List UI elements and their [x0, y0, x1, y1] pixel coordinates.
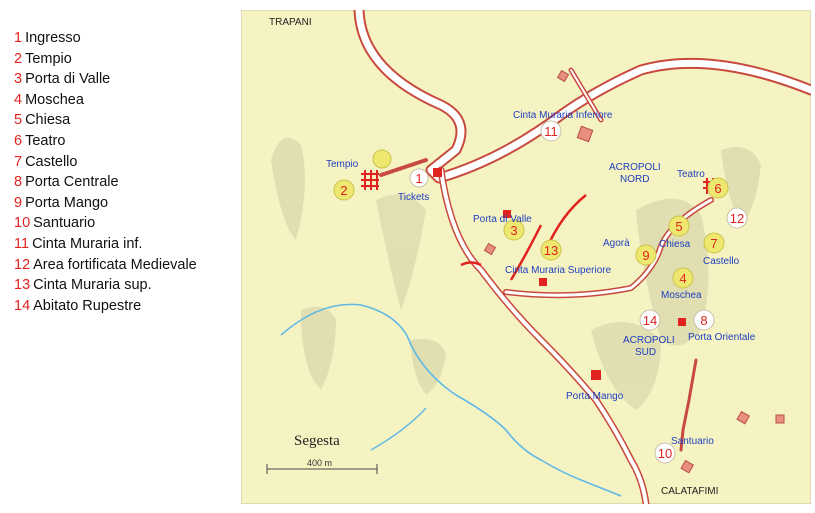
svg-text:1: 1: [415, 171, 423, 186]
label-trapani: TRAPANI: [269, 17, 312, 28]
legend-item: [14, 296, 239, 317]
legend-number: 2: [14, 50, 23, 67]
legend-item: [14, 255, 239, 276]
svg-text:10: 10: [657, 446, 673, 461]
legend-label: Santuario: [33, 215, 96, 232]
legend-number: 4: [14, 91, 23, 108]
legend-label: Moschea: [25, 91, 84, 108]
scale-label: 400 m: [307, 458, 333, 468]
label-porta-valle: Porta di Valle: [473, 214, 532, 225]
legend-item: [14, 28, 239, 49]
label-calatafimi: CALATAFIMI: [661, 486, 719, 497]
marker-1[interactable]: [410, 169, 428, 187]
legend-number: 3: [14, 71, 23, 88]
label-cinta-inferiore: Cinta Muraria Inferiore: [513, 110, 613, 121]
legend-number: 14: [14, 297, 31, 314]
map: [241, 10, 811, 504]
legend-label: Porta di Valle: [25, 71, 111, 88]
label-santuario: Santuario: [671, 436, 714, 447]
legend-number: 12: [14, 256, 31, 273]
label-tickets: Tickets: [398, 192, 430, 203]
label-acropoli-sud-2: SUD: [635, 347, 657, 358]
legend-item: [14, 172, 239, 193]
svg-text:9: 9: [642, 248, 650, 263]
label-porta-orientale: Porta Orientale: [688, 332, 756, 343]
marker-13[interactable]: [541, 240, 561, 260]
legend-item: [14, 234, 239, 255]
legend-label: Porta Centrale: [25, 174, 119, 191]
label-acropoli-nord-2: NORD: [620, 174, 650, 185]
label-cinta-superiore: Cinta Muraria Superiore: [505, 265, 612, 276]
legend-label: Area fortificata Medievale: [33, 256, 197, 273]
svg-text:6: 6: [714, 181, 722, 196]
marker-5[interactable]: [669, 216, 689, 236]
svg-text:7: 7: [710, 236, 718, 251]
legend-item: [14, 90, 239, 111]
label-teatro: Teatro: [677, 169, 705, 180]
legend-item: [14, 131, 239, 152]
legend: [14, 28, 239, 316]
label-acropoli-nord: ACROPOLI: [609, 162, 661, 173]
marker-6[interactable]: [708, 178, 728, 198]
label-porta-mango: Porta Mango: [566, 391, 624, 402]
legend-item: [14, 152, 239, 173]
legend-number: 1: [14, 30, 23, 46]
legend-item: [14, 213, 239, 234]
legend-item: [14, 275, 239, 296]
marker-12[interactable]: [727, 208, 747, 228]
legend-label: Cinta Muraria sup.: [33, 277, 152, 294]
marker-8[interactable]: [694, 310, 714, 330]
svg-text:5: 5: [675, 219, 683, 234]
legend-label: Tempio: [25, 50, 72, 67]
legend-number: 6: [14, 132, 23, 149]
sun-marker: [373, 150, 391, 168]
label-castello: Castello: [703, 256, 740, 267]
label-tempio: Tempio: [326, 159, 359, 170]
svg-text:14: 14: [642, 313, 658, 328]
legend-number: 9: [14, 194, 23, 211]
marker-9[interactable]: [636, 245, 656, 265]
legend-number: 5: [14, 112, 23, 129]
legend-number: 8: [14, 174, 23, 191]
label-agora: Agorà: [603, 238, 630, 249]
legend-number: 10: [14, 215, 31, 232]
legend-label: Porta Mango: [25, 194, 109, 211]
legend-label: Teatro: [25, 132, 66, 149]
legend-number: 13: [14, 277, 31, 294]
legend-label: Ingresso: [25, 30, 81, 46]
map-title: Segesta: [294, 433, 340, 449]
label-moschea: Moschea: [661, 290, 702, 301]
svg-text:12: 12: [729, 211, 745, 226]
svg-text:2: 2: [340, 183, 348, 198]
legend-number: 11: [14, 235, 30, 252]
legend-item: [14, 49, 239, 70]
svg-text:11: 11: [544, 124, 558, 139]
legend-item: [14, 193, 239, 214]
svg-text:3: 3: [510, 223, 518, 238]
svg-text:4: 4: [679, 271, 687, 286]
marker-7[interactable]: [704, 233, 724, 253]
label-acropoli-sud: ACROPOLI: [623, 335, 675, 346]
legend-label: Abitato Rupestre: [33, 297, 142, 314]
label-chiesa: Chiesa: [659, 239, 691, 250]
temple-symbol: [361, 170, 379, 190]
marker-14[interactable]: [640, 310, 660, 330]
legend-label: Cinta Muraria inf.: [32, 235, 143, 252]
legend-item: [14, 110, 239, 131]
marker-11[interactable]: [541, 121, 561, 141]
marker-2[interactable]: [334, 180, 354, 200]
svg-text:13: 13: [543, 243, 559, 258]
svg-text:8: 8: [700, 313, 708, 328]
legend-number: 7: [14, 153, 23, 170]
marker-4[interactable]: [673, 268, 693, 288]
legend-label: Chiesa: [25, 112, 71, 129]
legend-label: Castello: [25, 153, 78, 170]
legend-item: [14, 69, 239, 90]
